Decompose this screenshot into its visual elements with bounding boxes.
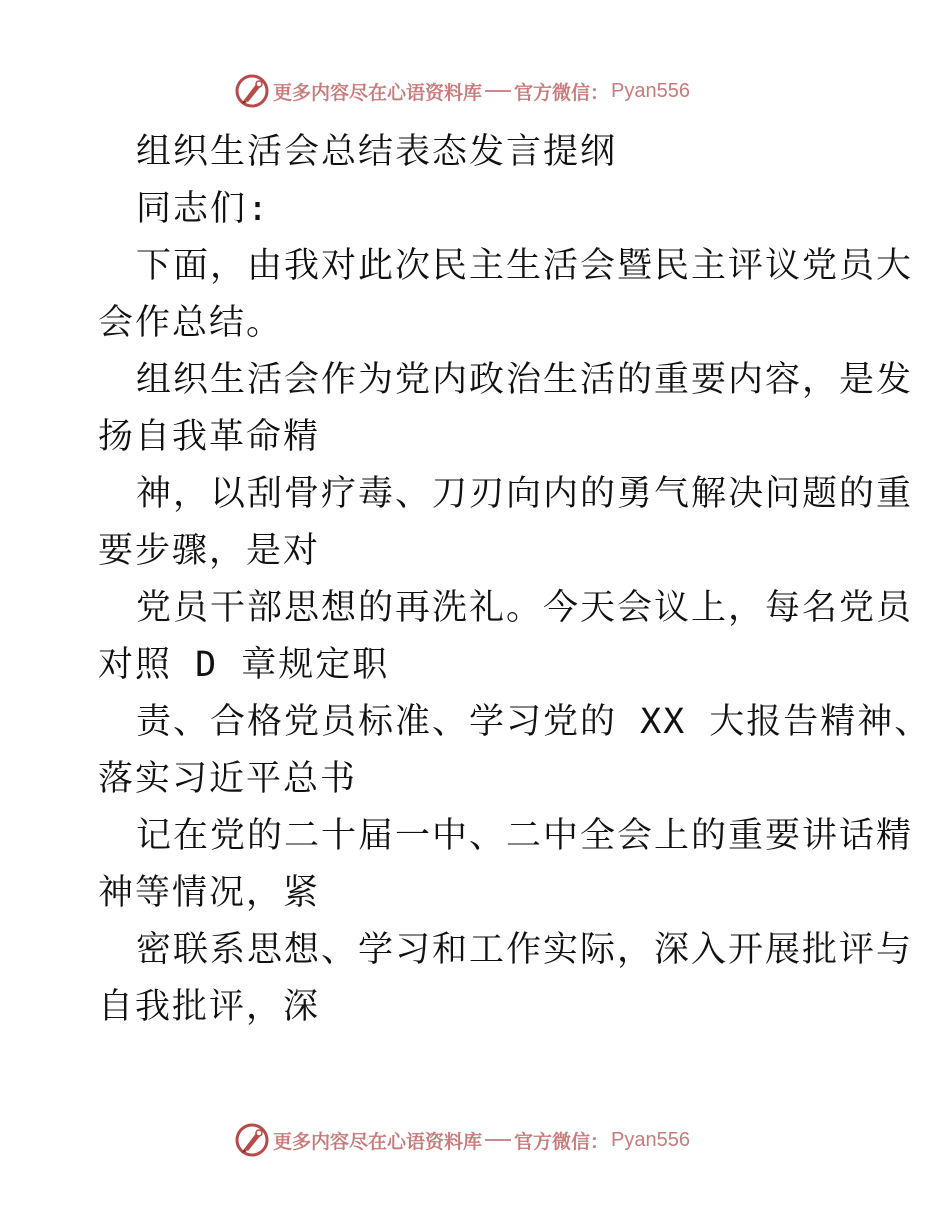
paragraph-line: 神，以刮骨疗毒、刀刃向内的勇气解决问题的重	[136, 474, 914, 514]
watermark-wechat-id: Pyan556	[611, 1128, 690, 1151]
document-title: 组织生活会总结表态发言提纲	[136, 132, 618, 172]
watermark-wechat-label: 官方微信：	[514, 81, 610, 104]
paragraph-line: 党员干部思想的再洗礼。今天会议上，每名党员	[136, 588, 914, 628]
paragraph-line: 记在党的二十届一中、二中全会上的重要讲话精	[136, 816, 914, 856]
paragraph-line: 责、合格党员标准、学习党的 XX 大报告精神、	[136, 702, 932, 742]
watermark-separator	[485, 1139, 511, 1141]
paragraph-line: 扬自我革命精	[98, 417, 321, 457]
paragraph-line: 神等情况，紧	[98, 873, 321, 913]
watermark-text: 更多内容尽在心语资料库	[273, 1130, 483, 1153]
watermark-separator	[485, 90, 511, 92]
document-body	[98, 124, 932, 1036]
header-watermark	[235, 73, 690, 109]
paragraph-line: 落实习近平总书	[98, 759, 358, 799]
salutation: 同志们:	[136, 189, 271, 229]
paragraph-line: 组织生活会作为党内政治生活的重要内容，是发	[136, 360, 914, 400]
quill-pen-logo-icon	[235, 1123, 269, 1157]
paragraph-line: 会作总结。	[98, 303, 284, 343]
paragraph-line: 密联系思想、学习和工作实际，深入开展批评与	[136, 930, 914, 970]
watermark-wechat-id: Pyan556	[611, 79, 690, 102]
watermark-text: 更多内容尽在心语资料库	[273, 81, 483, 104]
paragraph-line: 自我批评，深	[98, 987, 321, 1027]
paragraph-line: 下面，由我对此次民主生活会暨民主评议党员大	[136, 246, 914, 286]
quill-pen-logo-icon	[235, 74, 269, 108]
footer-watermark	[235, 1122, 690, 1158]
paragraph-line: 要步骤，是对	[98, 531, 321, 571]
paragraph-line: 对照 D 章规定职	[98, 645, 390, 685]
watermark-wechat-label: 官方微信：	[514, 1130, 610, 1153]
